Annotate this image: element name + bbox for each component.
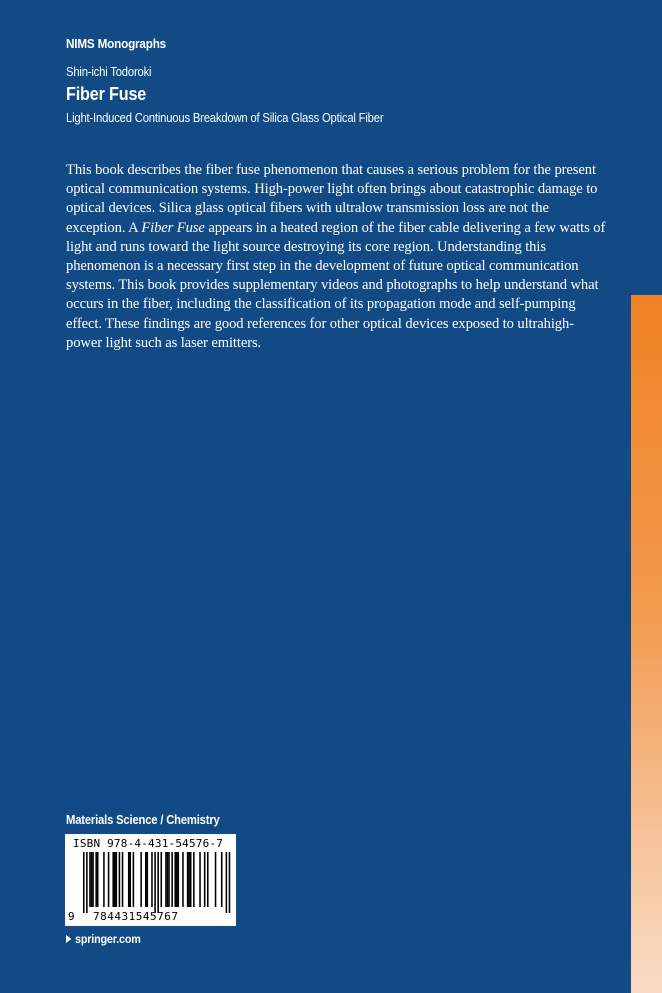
barcode-bar [119, 852, 121, 907]
ean-digits: 784431545767 [93, 910, 179, 923]
barcode-bar [128, 852, 130, 907]
subject-category: Materials Science / Chemistry [66, 813, 220, 827]
barcode-bar [176, 852, 178, 907]
barcode-bar [207, 852, 209, 907]
description-emphasis: Fiber Fuse [141, 219, 205, 236]
barcode-bar [92, 852, 94, 907]
barcode-bar [187, 852, 189, 907]
barcode-bar [161, 852, 163, 907]
barcode-bar [178, 852, 180, 907]
barcode-bar [174, 852, 176, 907]
isbn-barcode [65, 834, 236, 926]
barcode-bar [188, 852, 190, 907]
barcode-bar [165, 852, 167, 907]
description-text-1: This book describes the fiber fuse phenomenon that causes a serious problem for the present optical communication systems. High-power light often brings about catastrophic damage to optical devices. Silica glass optical fibers with ultralow transmission loss are not the exception. A [66, 162, 598, 236]
barcode-bar [226, 852, 228, 913]
barcode-bar [89, 852, 91, 907]
barcode-bar [108, 852, 110, 907]
isbn-label: ISBN 978-4-431-54576-7 [73, 837, 224, 850]
barcode-bar [91, 852, 93, 907]
publisher-website[interactable] [66, 932, 141, 946]
book-subtitle: Light-Induced Continuous Breakdown of Silica Glass Optical Fiber [66, 111, 384, 125]
barcode-bar [190, 852, 192, 907]
series-name: NIMS Monographs [66, 36, 166, 51]
triangle-right-icon [66, 935, 71, 943]
orange-side-stripe [631, 295, 662, 993]
barcode-bar [147, 852, 149, 907]
barcode-bar [229, 852, 231, 913]
barcode-bar [103, 852, 105, 907]
barcode-bar [140, 852, 142, 907]
barcode-bar [168, 852, 170, 907]
barcode-bar [182, 852, 184, 907]
barcode-bar [145, 852, 147, 907]
barcode-bar [167, 852, 169, 907]
barcode-bar [215, 852, 217, 907]
barcode-bar [199, 852, 201, 907]
website-label: springer.com [75, 932, 141, 946]
description-text-2: appears in a heated region of the fiber cable delivering a few watts of light and runs toward the light source destroying its core region. Understanding this phenomenon is a necessary first step in the development of future optical communication systems. This book provides supplementary videos and photographs to help understand what occurs in the fiber, including the classification of its propagation mode and self-pumping effect. These findings are good references for other optical devices exposed to ultrahigh-power light such as laser emitters. [66, 219, 606, 351]
barcode-bar [97, 852, 99, 907]
barcode-bar [193, 852, 195, 907]
barcode-bar [157, 852, 159, 913]
barcode-bar [221, 852, 223, 907]
barcode-bar [95, 852, 97, 907]
book-description [66, 161, 606, 353]
barcode-bar [112, 852, 114, 907]
barcode-bar [114, 852, 116, 907]
ean-first-digit: 9 [68, 910, 75, 923]
barcode-bar [133, 852, 135, 907]
barcode-bar [122, 852, 124, 907]
barcode-bar [116, 852, 118, 907]
author-name: Shin-ichi Todoroki [66, 65, 152, 79]
barcode-bar [130, 852, 132, 907]
barcode-bar [171, 852, 173, 907]
barcode-bar [154, 852, 156, 913]
barcode-bar [86, 852, 88, 913]
book-title: Fiber Fuse [66, 84, 147, 104]
barcode-bar [204, 852, 206, 907]
barcode-bar [151, 852, 153, 907]
barcode-bar [83, 852, 85, 913]
